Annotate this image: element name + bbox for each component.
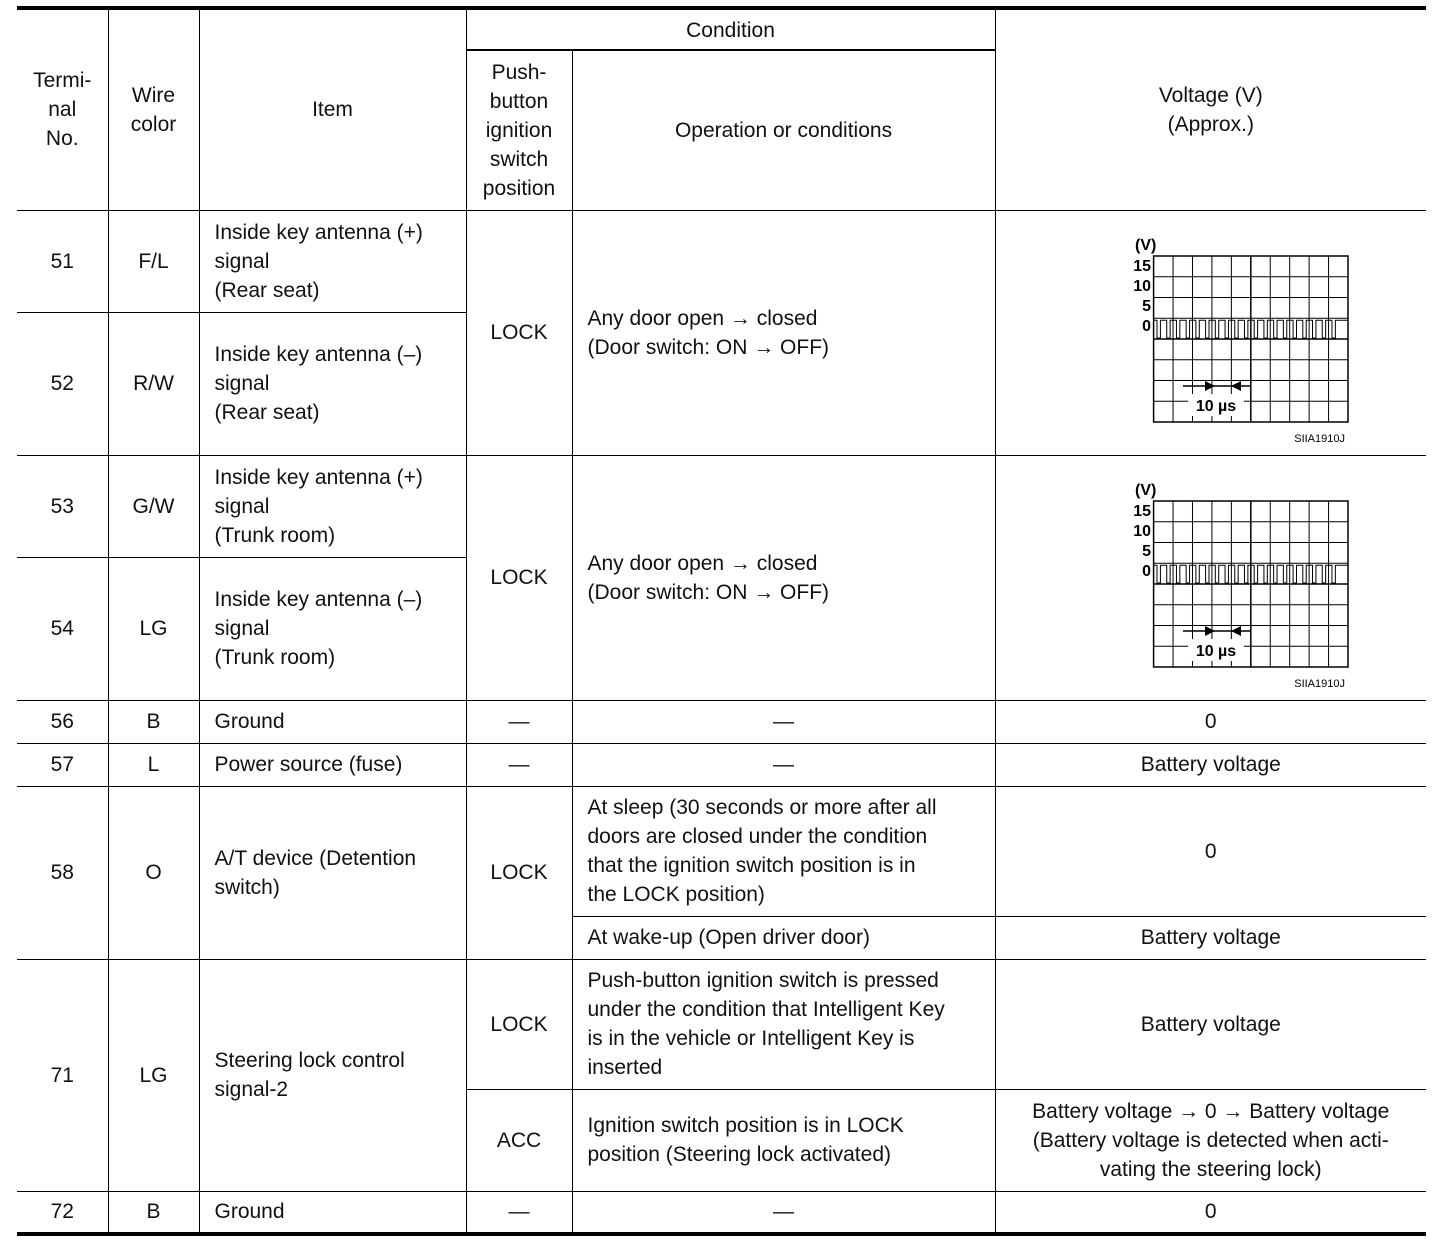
table-row xyxy=(17,1191,1426,1234)
voltage-value: 0 xyxy=(995,1191,1426,1234)
wire-color: O xyxy=(108,786,199,959)
item-description: Ground xyxy=(199,1191,466,1234)
wire-color: L xyxy=(108,743,199,786)
wire-color: LG xyxy=(108,557,199,700)
y-unit-label: (V) xyxy=(1134,482,1157,499)
wire-color: B xyxy=(108,1191,199,1234)
item-description: Inside key antenna (–) signal (Rear seat) xyxy=(199,312,466,455)
switch-position: — xyxy=(466,743,572,786)
switch-position: LOCK xyxy=(466,959,572,1089)
operation-condition: — xyxy=(572,700,995,743)
terminal-number: 56 xyxy=(17,700,108,743)
header-terminal-no: Termi- nal No. xyxy=(17,8,108,210)
header-push-button-position: Push- button ignition switch position xyxy=(466,50,572,210)
y-unit-label: (V) xyxy=(1134,237,1157,254)
y-tick-10: 10 xyxy=(1132,278,1151,295)
table-row xyxy=(17,743,1426,786)
wire-color: F/L xyxy=(108,210,199,312)
wire-color: R/W xyxy=(108,312,199,455)
voltage-value: Battery voltage xyxy=(995,916,1426,959)
operation-condition: Any door open → closed (Door switch: ON → OFF) xyxy=(572,210,995,455)
y-tick-0: 0 xyxy=(1141,563,1151,580)
y-tick-15: 15 xyxy=(1132,503,1151,520)
header-voltage: Voltage (V) (Approx.) xyxy=(995,8,1426,210)
voltage-value: 0 xyxy=(995,786,1426,916)
switch-position: LOCK xyxy=(466,455,572,700)
oscilloscope-waveform xyxy=(1061,220,1361,445)
item-description: Inside key antenna (+) signal (Rear seat) xyxy=(199,210,466,312)
voltage-value: Battery voltage xyxy=(995,959,1426,1089)
operation-condition: — xyxy=(572,1191,995,1234)
terminal-number: 53 xyxy=(17,455,108,557)
operation-condition: — xyxy=(572,743,995,786)
table-row xyxy=(17,700,1426,743)
switch-position: LOCK xyxy=(466,210,572,455)
operation-condition: Push-button ignition switch is pressed under the condition that Intelligent Key is in the vehicle or Intelligent Key is inserted xyxy=(572,959,995,1089)
wire-color: G/W xyxy=(108,455,199,557)
y-tick-0: 0 xyxy=(1141,318,1151,335)
voltage-value: Battery voltage → 0 → Battery voltage (Battery voltage is detected when acti- vating the steering lock) xyxy=(995,1089,1426,1191)
terminal-number: 58 xyxy=(17,786,108,959)
terminal-number: 57 xyxy=(17,743,108,786)
item-description: Steering lock control signal-2 xyxy=(199,959,466,1191)
terminal-number: 71 xyxy=(17,959,108,1191)
oscilloscope-waveform xyxy=(1061,465,1361,690)
y-tick-15: 15 xyxy=(1132,258,1151,275)
switch-position: — xyxy=(466,1191,572,1234)
operation-condition: At sleep (30 seconds or more after all doors are closed under the condition that the ignition switch position is in the LOCK position) xyxy=(572,786,995,916)
table-row xyxy=(17,210,1426,312)
header-operation-or-conditions: Operation or conditions xyxy=(572,50,995,210)
operation-condition: Ignition switch position is in LOCK position (Steering lock activated) xyxy=(572,1089,995,1191)
terminal-spec-table xyxy=(17,6,1426,1236)
voltage-waveform-cell xyxy=(995,455,1426,700)
time-division-marker xyxy=(1183,626,1251,661)
table-row xyxy=(17,959,1426,1089)
y-tick-5: 5 xyxy=(1141,543,1151,560)
figure-code: SIIA1910J xyxy=(1294,433,1345,445)
switch-position: ACC xyxy=(466,1089,572,1191)
switch-position: LOCK xyxy=(466,786,572,959)
figure-code: SIIA1910J xyxy=(1294,678,1345,690)
header-condition: Condition xyxy=(466,8,995,50)
time-division-label: 10 µs xyxy=(1195,398,1236,415)
wire-color: B xyxy=(108,700,199,743)
header-wire-color: Wire color xyxy=(108,8,199,210)
terminal-number: 51 xyxy=(17,210,108,312)
time-division-marker xyxy=(1183,381,1251,416)
operation-condition: Any door open → closed (Door switch: ON → OFF) xyxy=(572,455,995,700)
voltage-value: 0 xyxy=(995,700,1426,743)
item-description: Power source (fuse) xyxy=(199,743,466,786)
terminal-number: 54 xyxy=(17,557,108,700)
time-division-label: 10 µs xyxy=(1195,643,1236,660)
terminal-number: 52 xyxy=(17,312,108,455)
terminal-number: 72 xyxy=(17,1191,108,1234)
header-item: Item xyxy=(199,8,466,210)
item-description: Inside key antenna (+) signal (Trunk room) xyxy=(199,455,466,557)
item-description: Ground xyxy=(199,700,466,743)
item-description: A/T device (Detention switch) xyxy=(199,786,466,959)
y-tick-5: 5 xyxy=(1141,298,1151,315)
wire-color: LG xyxy=(108,959,199,1191)
table-row xyxy=(17,786,1426,916)
voltage-value: Battery voltage xyxy=(995,743,1426,786)
item-description: Inside key antenna (–) signal (Trunk room) xyxy=(199,557,466,700)
voltage-waveform-cell xyxy=(995,210,1426,455)
table-row xyxy=(17,455,1426,557)
operation-condition: At wake-up (Open driver door) xyxy=(572,916,995,959)
switch-position: — xyxy=(466,700,572,743)
y-tick-10: 10 xyxy=(1132,523,1151,540)
